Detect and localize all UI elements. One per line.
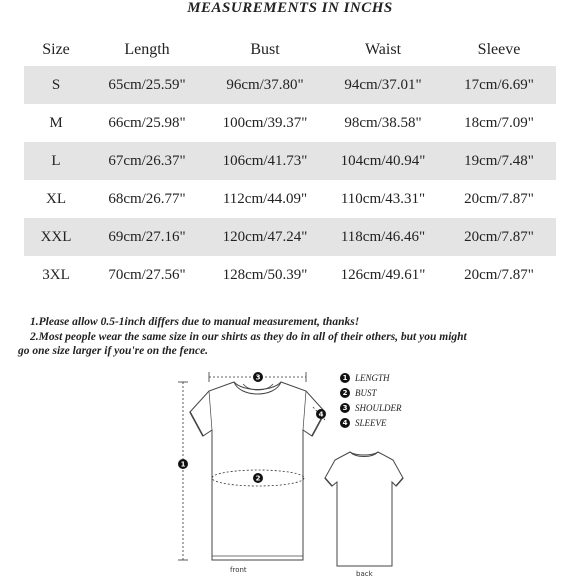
marker-length-num: 1 (180, 460, 186, 469)
cell-length: 65cm/25.59" (108, 76, 186, 93)
measurement-diagram (0, 360, 580, 580)
cell-bust: 128cm/50.39" (222, 266, 308, 283)
note-sizing-advice: 2.Most people wear the same size in our shirts as they do in all of their others, but you might (30, 331, 467, 343)
table-header-row (24, 34, 556, 66)
cell-length: 66cm/25.98" (108, 114, 186, 131)
cell-size: M (49, 114, 63, 131)
legend-item-shoulder (340, 400, 402, 415)
table-row (24, 180, 556, 218)
cell-bust: 106cm/41.73" (222, 152, 308, 169)
cell-length: 68cm/26.77" (108, 190, 186, 207)
cell-sleeve: 18cm/7.09" (464, 114, 534, 131)
page-title: MEASUREMENTS IN INCHS (187, 0, 393, 16)
front-shirt-illustration (190, 382, 325, 560)
table-row (24, 104, 556, 142)
cell-bust: 100cm/39.37" (222, 114, 308, 131)
cell-waist: 118cm/46.46" (340, 228, 426, 245)
header-sleeve: Sleeve (477, 41, 521, 58)
legend-item-sleeve (340, 415, 402, 430)
number-badge-icon: 4 (340, 418, 350, 428)
cell-waist: 98cm/38.58" (344, 114, 422, 131)
cell-bust: 112cm/44.09" (222, 190, 308, 207)
cell-size: L (51, 152, 61, 169)
note-measurement-tolerance: 1.Please allow 0.5-1inch differs due to manual measurement, thanks! (30, 316, 360, 328)
header-bust: Bust (250, 41, 280, 58)
legend-label: BUST (355, 387, 377, 398)
table-row (24, 256, 556, 294)
marker-bust-num: 2 (255, 474, 261, 483)
cell-waist: 126cm/49.61" (340, 266, 426, 283)
legend-item-length (340, 370, 402, 385)
number-badge-icon: 1 (340, 373, 350, 383)
legend-label: LENGTH (355, 372, 390, 383)
header-length: Length (124, 41, 170, 58)
size-table (24, 34, 556, 294)
cell-length: 70cm/27.56" (108, 266, 186, 283)
note-sizing-advice-cont: go one size larger if you're on the fence. (18, 345, 209, 357)
cell-size: XXL (40, 228, 72, 245)
back-label: back (356, 570, 373, 578)
cell-sleeve: 19cm/7.48" (464, 152, 534, 169)
cell-size: S (51, 76, 61, 93)
table-row (24, 66, 556, 104)
table-row (24, 218, 556, 256)
header-waist: Waist (364, 41, 402, 58)
cell-waist: 104cm/40.94" (340, 152, 426, 169)
legend-label: SLEEVE (355, 417, 387, 428)
marker-sleeve-num: 4 (318, 410, 324, 419)
cell-length: 67cm/26.37" (108, 152, 186, 169)
cell-waist: 110cm/43.31" (340, 190, 426, 207)
cell-size: 3XL (42, 266, 70, 283)
cell-sleeve: 20cm/7.87" (464, 190, 534, 207)
legend-label: SHOULDER (355, 402, 402, 413)
back-shirt-illustration (325, 452, 403, 566)
header-size: Size (42, 41, 70, 58)
cell-sleeve: 20cm/7.87" (464, 228, 534, 245)
measurement-legend (340, 370, 402, 430)
number-badge-icon: 3 (340, 403, 350, 413)
front-label: front (230, 566, 247, 574)
cell-size: XL (46, 190, 66, 207)
cell-length: 69cm/27.16" (108, 228, 186, 245)
cell-sleeve: 17cm/6.69" (464, 76, 534, 93)
number-badge-icon: 2 (340, 388, 350, 398)
table-row (24, 142, 556, 180)
cell-waist: 94cm/37.01" (344, 76, 422, 93)
legend-item-bust (340, 385, 402, 400)
cell-bust: 120cm/47.24" (222, 228, 308, 245)
cell-bust: 96cm/37.80" (226, 76, 304, 93)
cell-sleeve: 20cm/7.87" (464, 266, 534, 283)
marker-shoulder-num: 3 (255, 373, 261, 382)
